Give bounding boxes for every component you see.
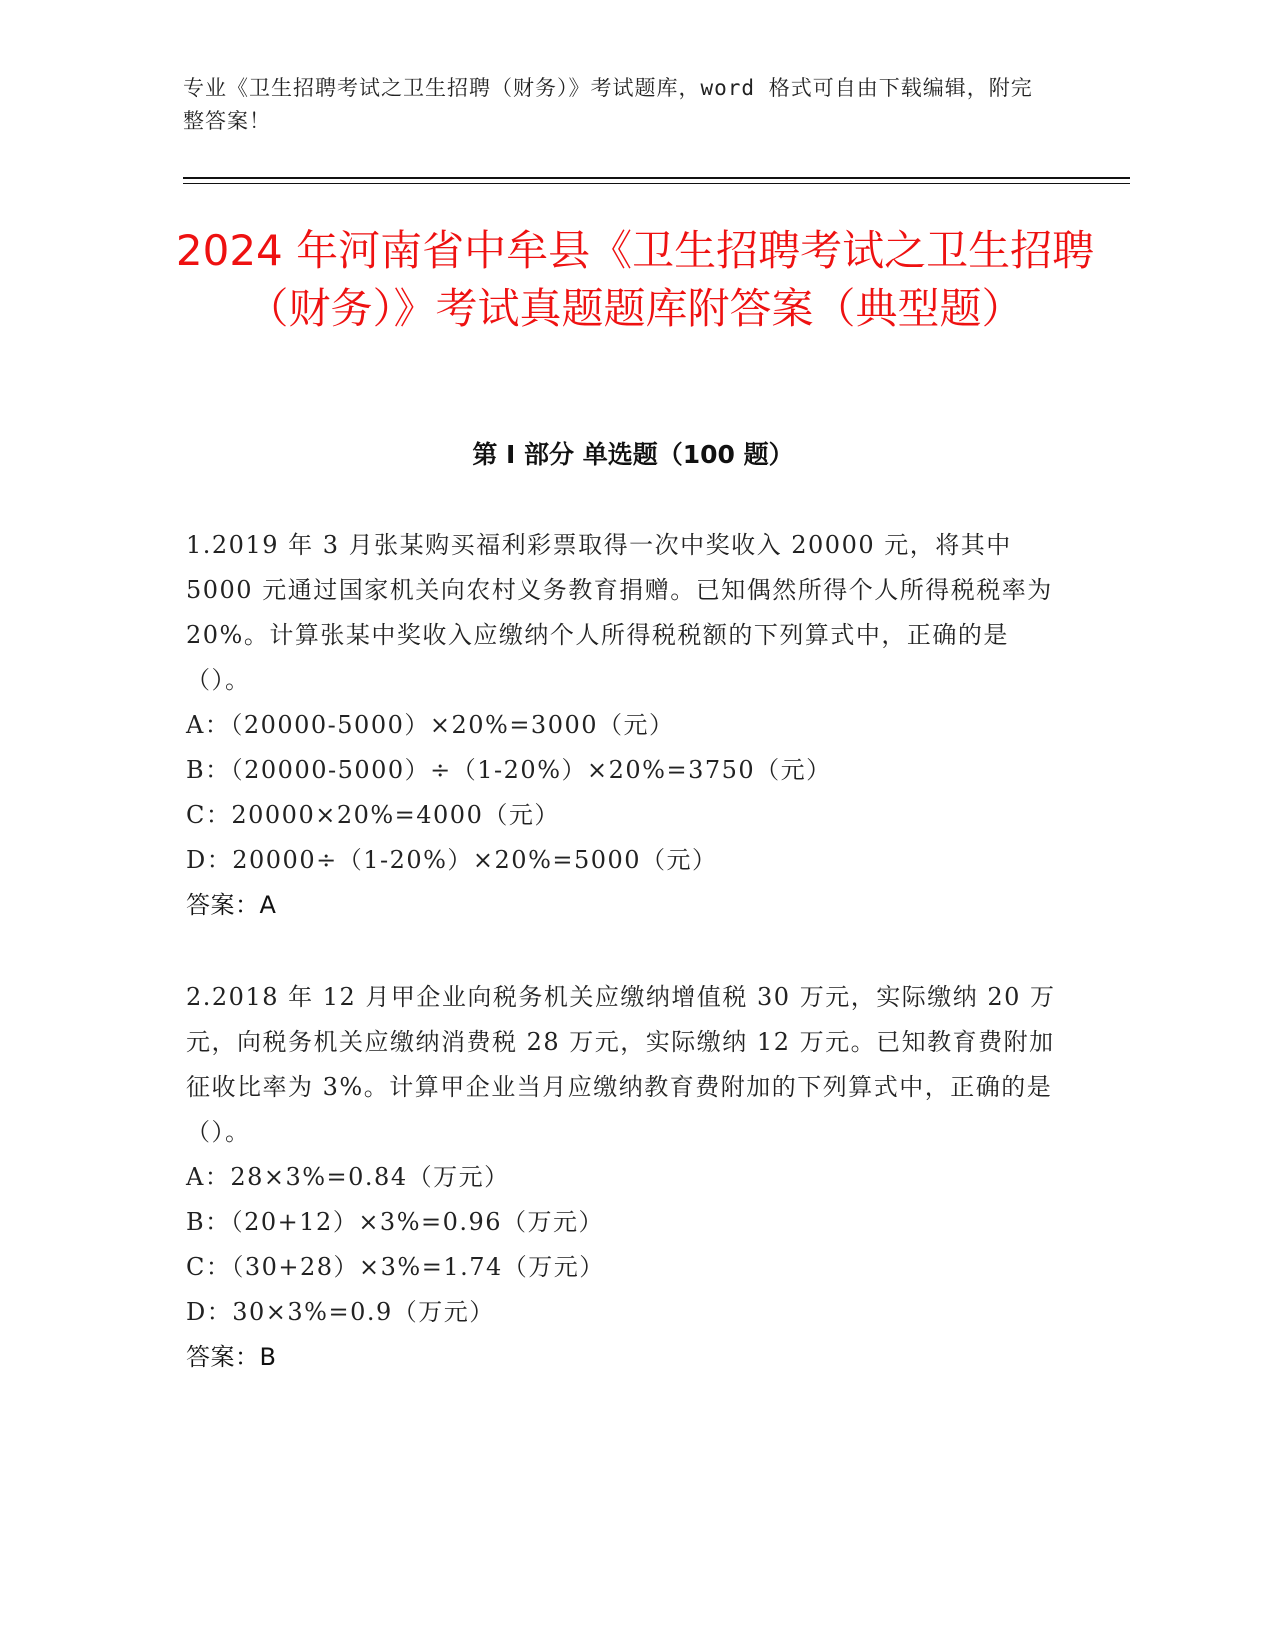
section-title: 第 I 部分 单选题（100 题）	[472, 440, 794, 469]
answer: 答案：B	[186, 1343, 277, 1371]
question-stem: 2.2018 年 12 月甲企业向税务机关应缴纳增值税 30 万元，实际缴纳 20 万元，向税务机关应缴纳消费税 28 万元，实际缴纳 12 万元。已知教育费附加征收比率为 3%。计算甲企业当月应缴纳教育费附加的下列算式中，正确的是（）。	[186, 983, 1056, 1146]
option-b: B：（20+12）×3%=0.96（万元）	[186, 1208, 605, 1236]
question-2	[186, 975, 1066, 1380]
option-c: C：20000×20%=4000（元）	[186, 801, 560, 829]
answer: 答案：A	[186, 891, 277, 919]
document-title: 2024 年河南省中牟县《卫生招聘考试之卫生招聘（财务）》考试真题题库附答案（典型题）	[175, 226, 1095, 333]
header-note: 专业《卫生招聘考试之卫生招聘（财务）》考试题库，word 格式可自由下载编辑，附完整答案！	[183, 76, 1033, 133]
option-b: B：（20000-5000）÷（1-20%）×20%=3750（元）	[186, 756, 832, 784]
option-a: A：28×3%=0.84（万元）	[186, 1163, 510, 1191]
option-d: D：20000÷（1-20%）×20%=5000（元）	[186, 846, 718, 874]
header-divider-thin	[183, 183, 1130, 184]
question-stem: 1.2019 年 3 月张某购买福利彩票取得一次中奖收入 20000 元，将其中 5000 元通过国家机关向农村义务教育捐赠。已知偶然所得个人所得税税率为 20%。计算张某中奖收入应缴纳个人所得税税额的下列算式中，正确的是（）。	[186, 531, 1053, 694]
option-c: C：（30+28）×3%=1.74（万元）	[186, 1253, 605, 1281]
header-divider-thick	[183, 177, 1130, 179]
option-d: D：30×3%=0.9（万元）	[186, 1298, 495, 1326]
option-a: A：（20000-5000）×20%=3000（元）	[186, 711, 675, 739]
question-1	[186, 523, 1066, 928]
